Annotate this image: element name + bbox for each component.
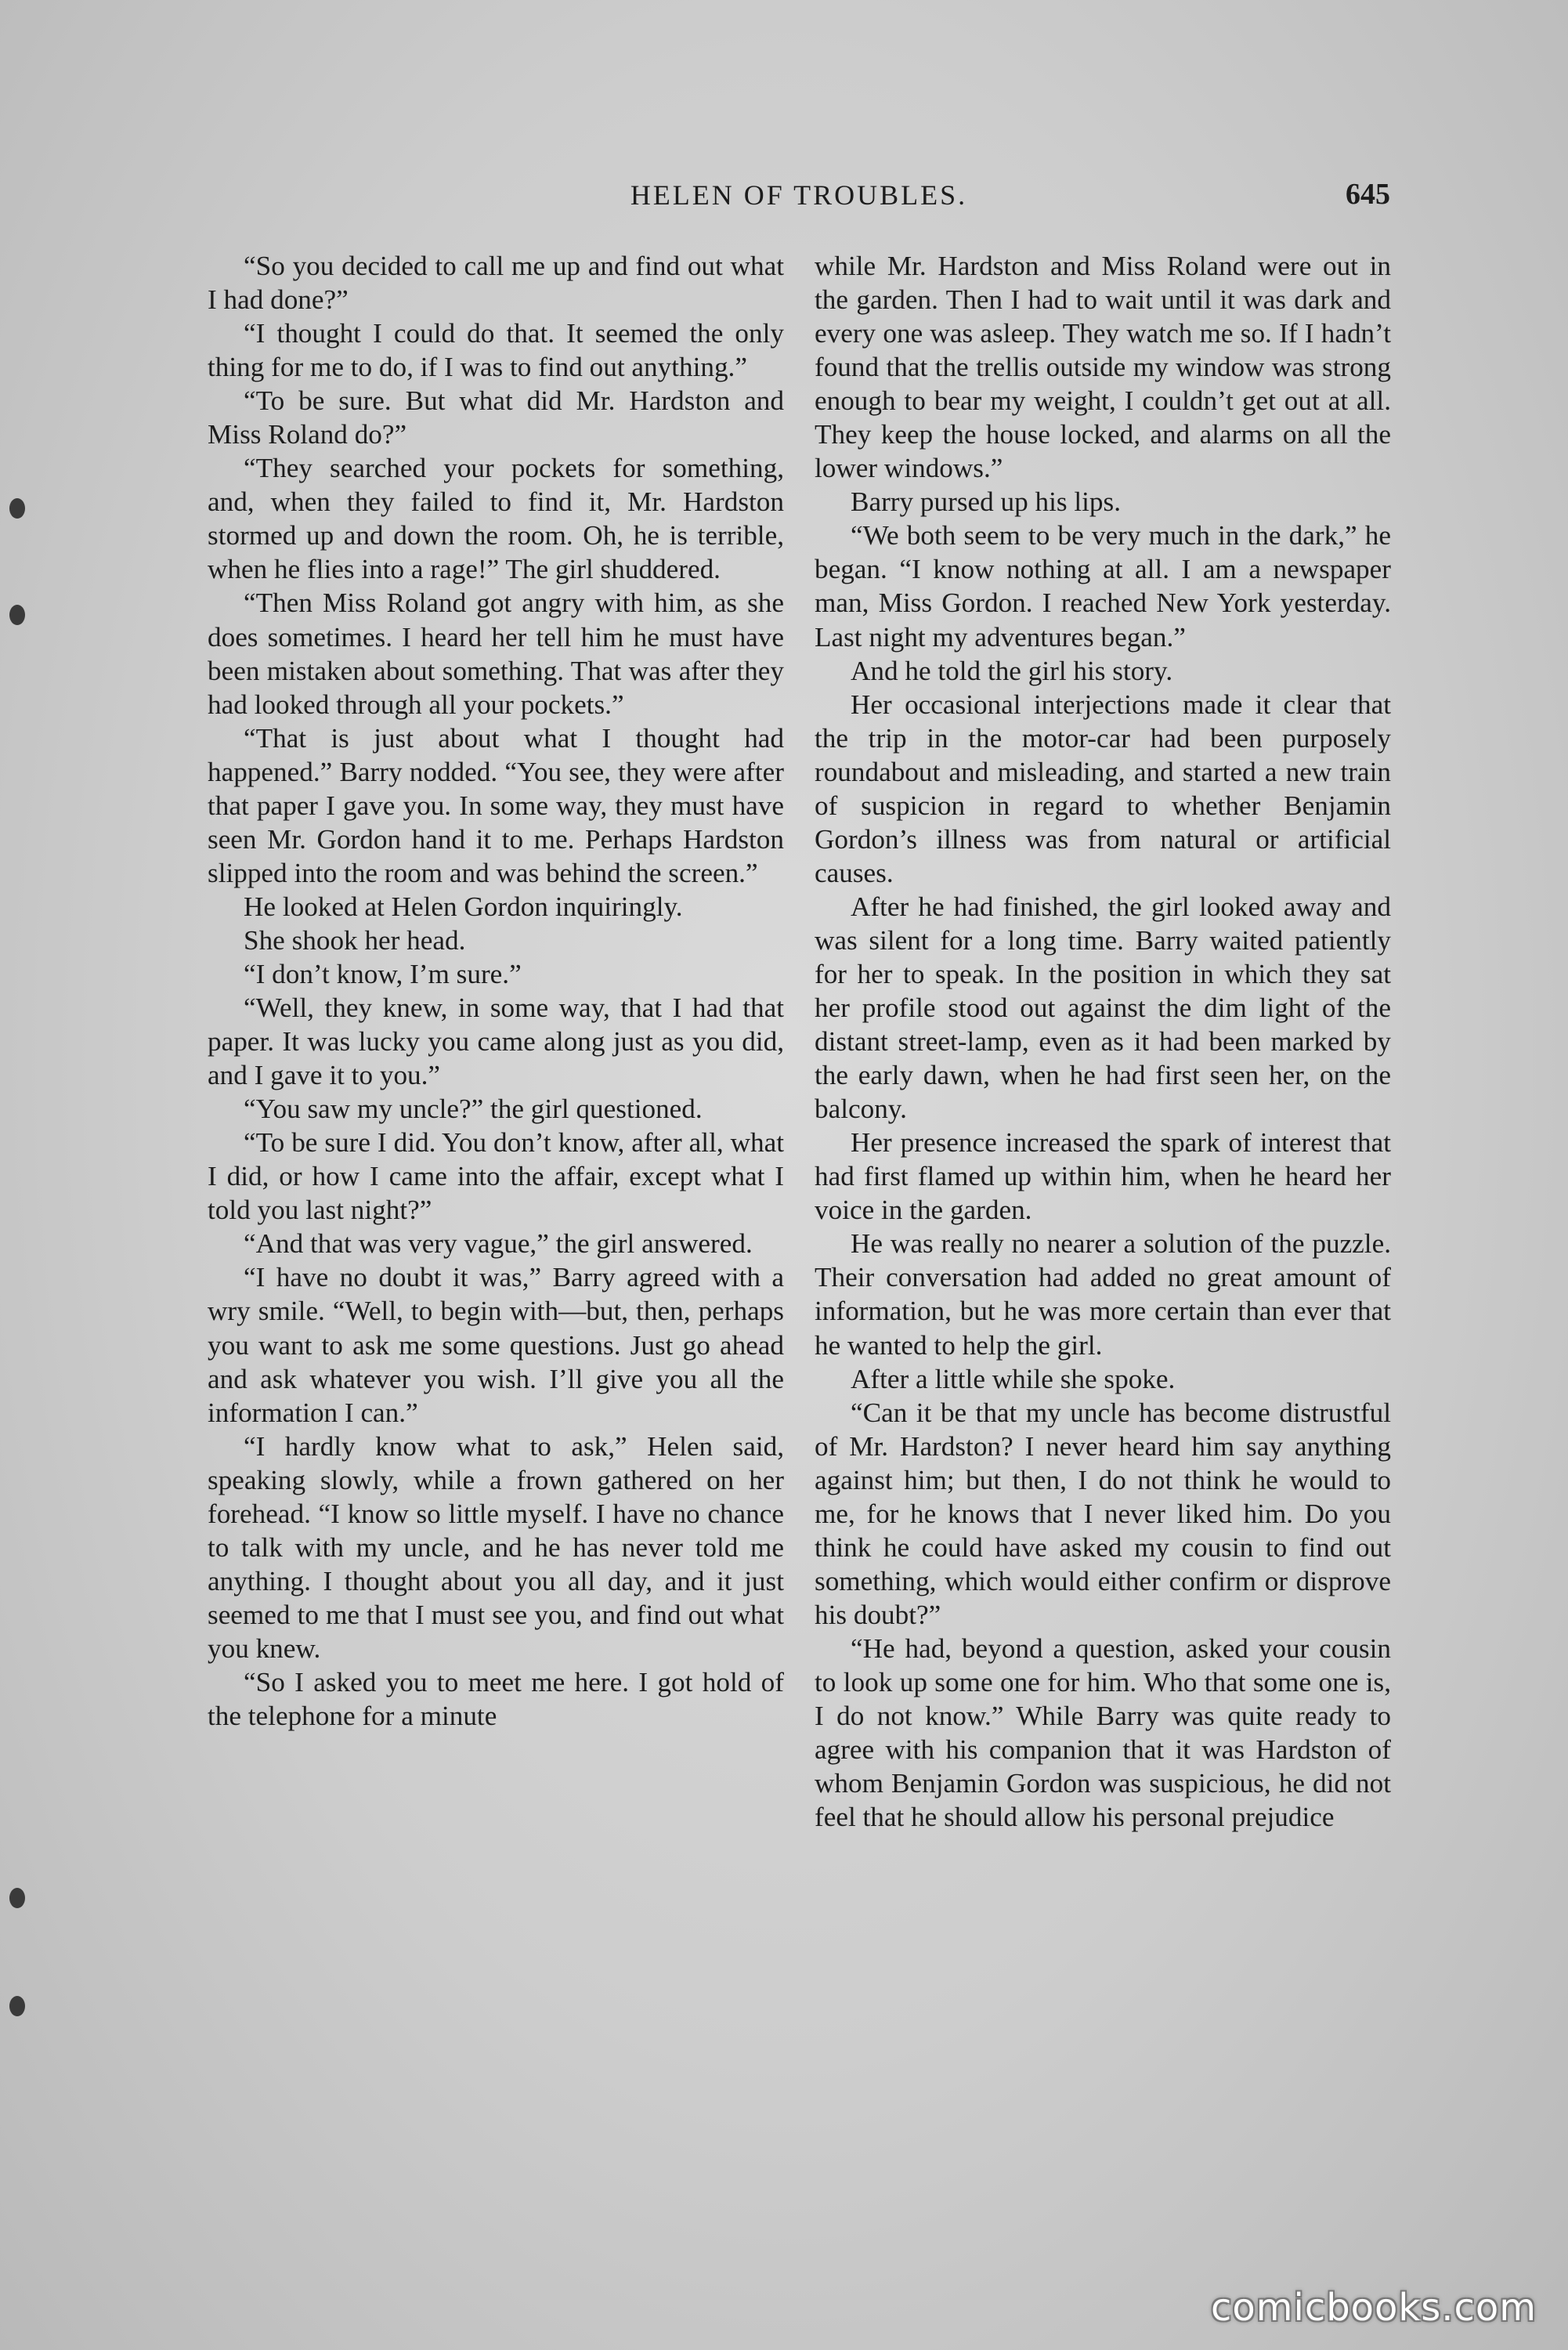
paragraph: “To be sure. But what did Mr. Hardston and Miss Roland do?”: [208, 385, 784, 450]
right-column: [815, 249, 1391, 1834]
paragraph: “I don’t know, I’m sure.”: [244, 958, 522, 989]
left-column: [208, 249, 784, 1733]
paragraph: “You saw my uncle?” the girl questioned.: [244, 1094, 703, 1125]
paragraph: Her occasional interjections made it clear that the trip in the motor-car had been purposely roundabout and misleading, and started a new train of suspicion in regard to whether Benjamin Gordon’s illness was from natural or artificial causes.: [815, 689, 1391, 888]
paragraph: “They searched your pockets for something, and, when they failed to find it, Mr. Hardston stormed up and down the room. Oh, he is terrible, when he flies into a rage!” The girl shuddered.: [208, 453, 784, 585]
paragraph: “So I asked you to meet me here. I got hold of the telephone for a minute: [208, 1666, 784, 1732]
paragraph: “I thought I could do that. It seemed the only thing for me to do, if I was to find out anything.”: [208, 318, 784, 383]
running-title: HELEN OF TROUBLES.: [630, 179, 968, 211]
paragraph: Her presence increased the spark of interest that had first flamed up within him, when he heard her voice in the garden.: [815, 1127, 1391, 1226]
paragraph: “I have no doubt it was,” Barry agreed with a wry smile. “Well, to begin with—but, then, perhaps you want to ask me some questions. Just go ahead and ask whatever you wish. I’ll give you all the information I can.”: [208, 1262, 784, 1428]
page-header: [208, 179, 1390, 226]
paragraph: “So you decided to call me up and find out what I had done?”: [208, 251, 784, 316]
paragraph: “I hardly know what to ask,” Helen said, speaking slowly, while a frown gathered on her forehead. “I know so little myself. I have no chance to talk with my uncle, and he has never told me anything. I thought about you all day, and it just seemed to me that I must see you, and find out what you knew.: [208, 1430, 784, 1664]
watermark-logo: comicbooks.com: [1210, 2286, 1537, 2330]
paragraph: After he had finished, the girl looked away and was silent for a long time. Barry waited patiently for her to speak. In the position in which they sat her profile stood out against the dim light of the distant street-lamp, even as it had been marked by the early dawn, when he had first seen her, on the balcony.: [815, 891, 1391, 1125]
page-number: 645: [1346, 178, 1390, 211]
paragraph: “Then Miss Roland got angry with him, as she does sometimes. I heard her tell him he must have been mistaken about something. That was after they had looked through all your pockets.”: [208, 588, 784, 720]
paragraph: “To be sure I did. You don’t know, after all, what I did, or how I came into the affair, except what I told you last night?”: [208, 1127, 784, 1226]
paragraph: Barry pursed up his lips.: [851, 486, 1122, 518]
paragraph: He looked at Helen Gordon inquiringly.: [244, 891, 683, 922]
paragraph: “Well, they knew, in some way, that I had that paper. It was lucky you came along just as you did, and I gave it to you.”: [208, 992, 784, 1091]
paragraph: After a little while she spoke.: [851, 1363, 1176, 1394]
binding-hole: [9, 498, 25, 519]
paragraph: “And that was very vague,” the girl answered.: [244, 1228, 753, 1260]
paragraph: “That is just about what I thought had happened.” Barry nodded. “You see, they were after that paper I gave you. In some way, they must have seen Mr. Gordon hand it to me. Perhaps Hardston slipped into the room and was behind the screen.”: [208, 722, 784, 888]
binding-hole: [9, 1888, 25, 1908]
paragraph: while Mr. Hardston and Miss Roland were out in the garden. Then I had to wait until it was dark and every one was asleep. They watch me so. If I hadn’t found that the trellis outside my window was strong enough to bear my weight, I couldn’t get out at all. They keep the house locked, and alarms on all the lower windows.”: [815, 251, 1391, 484]
binding-hole: [9, 605, 25, 625]
paragraph: He was really no nearer a solution of the puzzle. Their conversation had added no great amount of information, but he was more certain than ever that he wanted to help the girl.: [815, 1228, 1391, 1361]
binding-hole: [9, 1996, 25, 2016]
paragraph: And he told the girl his story.: [851, 655, 1173, 686]
paragraph: She shook her head.: [244, 924, 466, 956]
paragraph: “Can it be that my uncle has become distrustful of Mr. Hardston? I never heard him say anything against him; but then, I do not think he would to me, for he knows that I never liked him. Do you think he could have asked my cousin to find out something, which would either confirm or disprove his doubt?”: [815, 1397, 1391, 1630]
paragraph: “We both seem to be very much in the dark,” he began. “I know nothing at all. I am a newspaper man, Miss Gordon. I reached New York yesterday. Last night my adventures began.”: [815, 520, 1391, 653]
paragraph: “He had, beyond a question, asked your cousin to look up some one for him. Who that some one is, I do not know.” While Barry was quite ready to agree with his companion that it was Hardston of whom Benjamin Gordon was suspicious, he did not feel that he should allow his personal prejudice: [815, 1632, 1391, 1833]
